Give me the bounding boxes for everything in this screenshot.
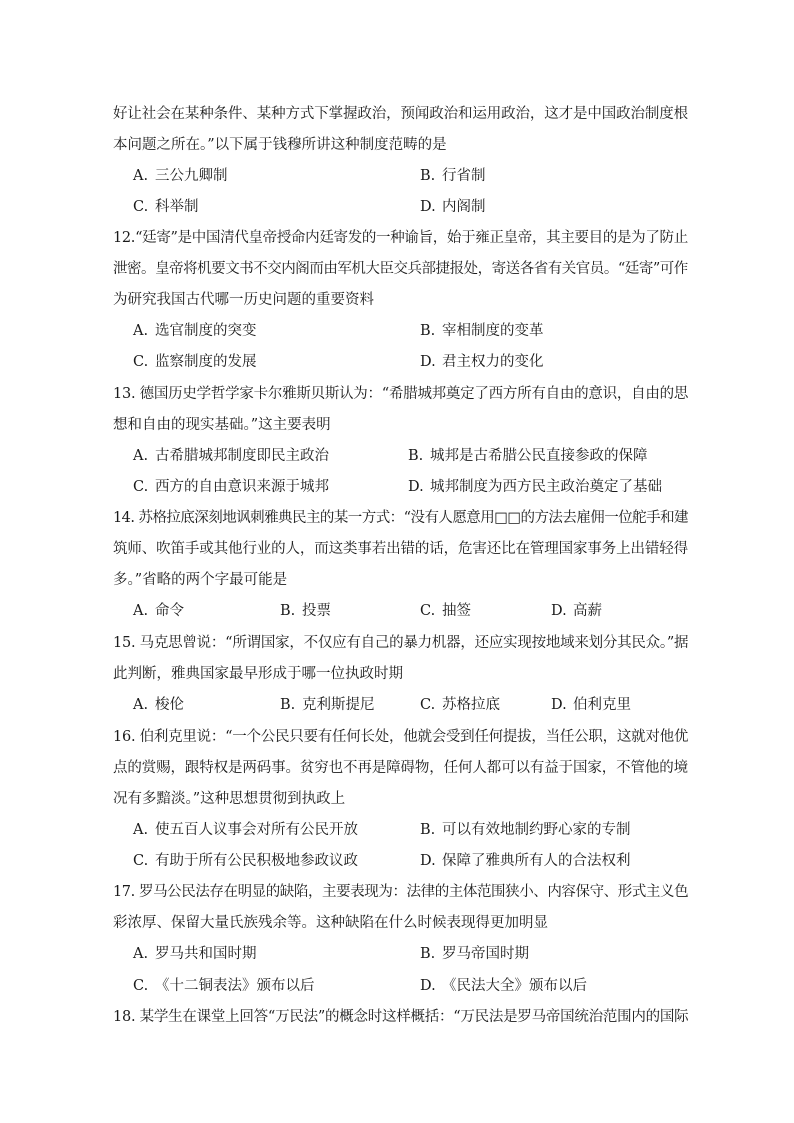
question-12-text-line-2: 泄密。皇帝将机要文书不交内阁而由军机大臣交兵部捷报处，寄送各省有关官员。“廷寄”可作 [113,261,688,277]
option-text: 可以有效地制约野心家的专制 [442,822,631,838]
option-key: C. [133,199,149,215]
option-text: 保障了雅典所有人的合法权利 [442,853,631,869]
question-13-text-line-1: 13. 德国历史学哲学家卡尔雅斯贝斯认为：“希腊城邦奠定了西方所有自由的意识，自由的思 [113,386,689,402]
option-key: A. [133,448,149,464]
question-12-option-a[interactable] [133,321,257,341]
question-15-option-b[interactable] [280,695,375,715]
option-key: D. [420,199,436,215]
question-15-text-line-1: 15. 马克思曾说：“所谓国家，不仅应有自己的暴力机器，还应实现按地域来划分其民众。”据 [113,635,689,651]
option-key: C. [133,853,149,869]
option-text: 高薪 [573,603,602,619]
question-11-option-d[interactable] [420,197,486,217]
option-text: 投票 [302,603,331,619]
question-16-text-line-3: 况有多黯淡。”这种思想贯彻到执政上 [113,791,346,807]
option-key: B. [280,603,296,619]
option-text: 城邦是古希腊公民直接参政的保障 [430,448,648,464]
question-13-option-b[interactable] [408,446,648,466]
option-text: 梭伦 [155,697,184,713]
question-12-option-b[interactable] [420,321,544,341]
question-14-option-b[interactable] [280,601,331,621]
option-key: B. [420,822,436,838]
question-16-option-a[interactable] [133,820,358,840]
question-16-text-line-2: 点的赏赐，跟特权是两码事。贫穷也不再是障碍物，任何人都可以有益于国家，不管他的境 [113,760,688,776]
question-14-option-a[interactable] [133,601,184,621]
option-key: D. [420,978,436,994]
option-text: 有助于所有公民积极地参政议政 [155,853,358,869]
question-11-text-line-1: 好让社会在某种条件、某种方式下掌握政治，预闻政治和运用政治，这才是中国政治制度根 [113,106,688,122]
option-text: 行省制 [442,168,486,184]
option-key: A. [133,697,149,713]
question-17-option-b[interactable] [420,944,529,964]
question-14-option-d[interactable] [551,601,602,621]
option-key: D. [551,697,567,713]
question-11-text-line-2: 本问题之所在。”以下属于钱穆所讲这种制度范畴的是 [113,137,447,153]
question-17-text-line-2: 彩浓厚、保留大量氏族残余等。这种缺陷在什么时候表现得更加明显 [113,915,548,931]
option-text: 《十二铜表法》颁布以后 [155,978,315,994]
question-16-text-line-1: 16. 伯利克里说：“一个公民只要有任何长处，他就会受到任何提拔，当任公职，这就对他优 [113,729,689,745]
question-11-option-a[interactable] [133,166,228,186]
question-12-text-line-1: 12.“廷寄”是中国清代皇帝授命内廷寄发的一种谕旨，始于雍正皇帝，其主要目的是为了防止 [113,230,688,246]
option-text: 选官制度的突变 [155,323,257,339]
option-key: B. [408,448,424,464]
option-text: 科举制 [155,199,199,215]
question-13-option-c[interactable] [133,477,329,497]
question-17-option-d[interactable] [420,976,587,996]
option-text: 宰相制度的变革 [442,323,544,339]
option-text: 罗马帝国时期 [442,946,529,962]
option-text: 三公九卿制 [155,168,228,184]
option-text: 伯利克里 [573,697,631,713]
question-18-text-line-1: 18. 某学生在课堂上回答“万民法”的概念时这样概括：“万民法是罗马帝国统治范围内的国际 [113,1009,689,1025]
option-key: C. [133,978,149,994]
question-15-option-c[interactable] [420,695,500,715]
question-14-text-line-1: 14. 苏格拉底深刻地讽刺雅典民主的某一方式：“没有人愿意用□□的方法去雇佣一位舵手和建 [113,510,688,526]
question-15-text-line-2: 此判断，雅典国家最早形成于哪一位执政时期 [113,666,403,682]
option-key: C. [133,354,149,370]
question-14-option-c[interactable] [420,601,471,621]
option-key: A. [133,946,149,962]
question-16-option-c[interactable] [133,851,358,871]
option-text: 罗马共和国时期 [155,946,257,962]
option-text: 西方的自由意识来源于城邦 [155,479,329,495]
option-key: B. [420,946,436,962]
option-text: 监察制度的发展 [155,354,257,370]
question-11-option-b[interactable] [420,166,486,186]
question-16-option-b[interactable] [420,820,631,840]
question-13-option-a[interactable] [133,446,329,466]
question-14-text-line-3: 多。”省略的两个字最可能是 [113,572,288,588]
question-15-option-d[interactable] [551,695,631,715]
option-key: D. [408,479,424,495]
option-key: D. [551,603,567,619]
option-key: C. [420,603,436,619]
option-text: 克利斯提尼 [302,697,375,713]
question-12-option-d[interactable] [420,352,544,372]
option-key: D. [420,853,436,869]
option-key: A. [133,323,149,339]
option-text: 内阁制 [442,199,486,215]
option-key: A. [133,168,149,184]
option-text: 古希腊城邦制度即民主政治 [155,448,329,464]
option-key: B. [280,697,296,713]
question-15-option-a[interactable] [133,695,184,715]
option-key: A. [133,603,149,619]
question-12-text-line-3: 为研究我国古代哪一历史问题的重要资料 [113,292,374,308]
option-key: C. [420,697,436,713]
option-text: 命令 [155,603,184,619]
option-text: 使五百人议事会对所有公民开放 [155,822,358,838]
question-17-option-a[interactable] [133,944,257,964]
option-text: 《民法大全》颁布以后 [442,978,587,994]
option-text: 君主权力的变化 [442,354,544,370]
question-13-option-d[interactable] [408,477,662,497]
question-16-option-d[interactable] [420,851,631,871]
question-12-option-c[interactable] [133,352,257,372]
question-17-option-c[interactable] [133,976,315,996]
question-14-text-line-2: 筑师、吹笛手或其他行业的人，而这类事若出错的话，危害还比在管理国家事务上出错轻得 [113,541,688,557]
option-key: D. [420,354,436,370]
option-key: B. [420,323,436,339]
option-text: 苏格拉底 [442,697,500,713]
question-13-text-line-2: 想和自由的现实基础。”这主要表明 [113,417,331,433]
option-text: 抽签 [442,603,471,619]
question-11-option-c[interactable] [133,197,199,217]
option-key: B. [420,168,436,184]
question-17-text-line-1: 17. 罗马公民法存在明显的缺陷，主要表现为：法律的主体范围狭小、内容保守、形式主义色 [113,884,689,900]
option-key: C. [133,479,149,495]
option-text: 城邦制度为西方民主政治奠定了基础 [430,479,662,495]
option-key: A. [133,822,149,838]
